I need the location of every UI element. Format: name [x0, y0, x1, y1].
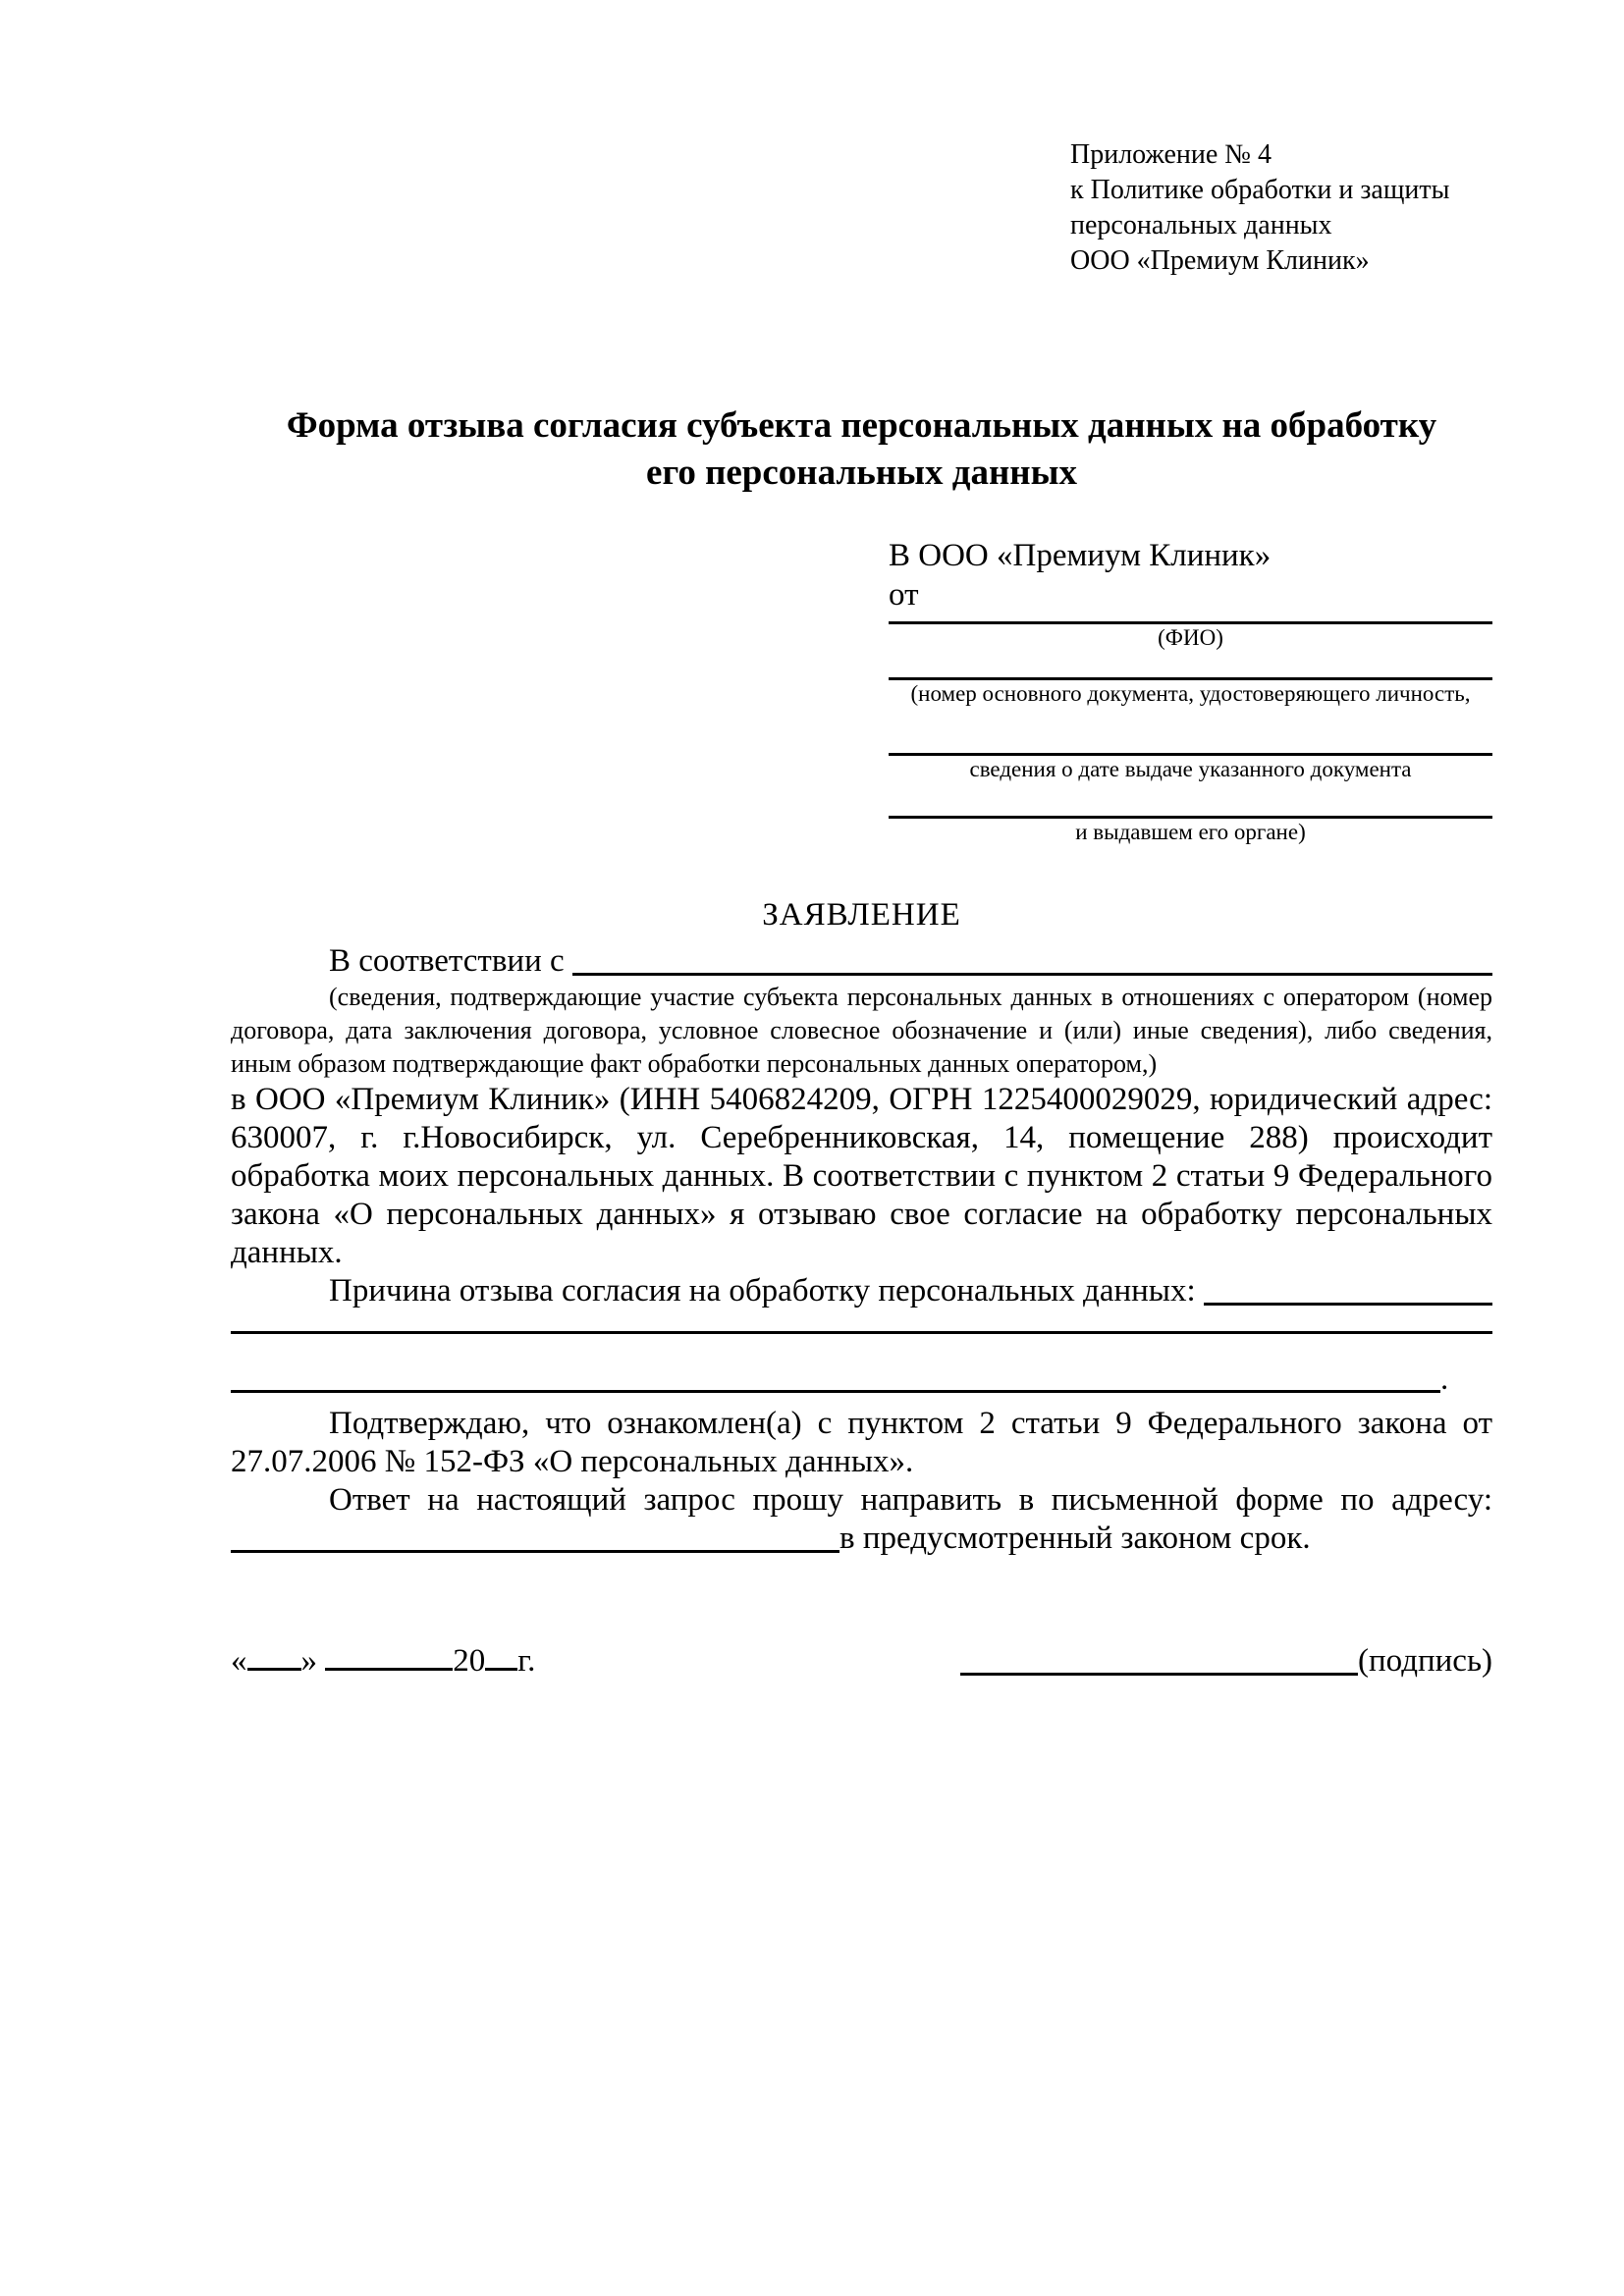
- date-year-prefix: 20: [453, 1643, 486, 1680]
- fio-blank-line: [889, 614, 1492, 624]
- reason-blank-line-3: [231, 1387, 1440, 1393]
- confirm-paragraph: Подтверждаю, что ознакомлен(а) с пунктом 2 статьи 9 Федерального закона от 27.07.2006 № 152-ФЗ «О персональных данных».: [231, 1406, 1492, 1479]
- issue-date-blank-line: [889, 708, 1492, 756]
- date-month-blank: [325, 1640, 453, 1671]
- statement-heading: ЗАЯВЛЕНИЕ: [762, 897, 961, 933]
- line-end-period: .: [1440, 1362, 1449, 1397]
- addressee-block: [889, 536, 1492, 846]
- accordance-prefix: В соответствии с: [329, 943, 565, 979]
- reply-line1: Ответ на настоящий запрос прошу направить в письменной форме по адресу:: [329, 1482, 1492, 1518]
- addressee-from-label: от: [889, 577, 919, 613]
- header-line-policy: к Политике обработки и защиты: [1070, 175, 1450, 205]
- document-number-blank-line: [889, 652, 1492, 680]
- addressee-to: В ООО «Премиум Клиник»: [889, 538, 1272, 573]
- reason-row: [231, 1272, 1492, 1310]
- date-day-blank: [247, 1640, 301, 1671]
- issue-date-caption: сведения о дате выдаче указанного документа: [969, 757, 1412, 781]
- signature-line: [960, 1642, 1492, 1681]
- document-number-caption: (номер основного документа, удостоверяющего личность,: [910, 681, 1471, 706]
- date-year-blank: [485, 1640, 517, 1671]
- date-quote-open: «: [231, 1643, 247, 1680]
- document-title-line2: его персональных данных: [646, 453, 1077, 493]
- appendix-header: [1070, 137, 1492, 279]
- reason-blank-line-2: [231, 1328, 1492, 1334]
- accordance-blank-line: [572, 973, 1492, 976]
- reply-line2-suffix: в предусмотренный законом срок.: [839, 1521, 1311, 1556]
- document-title: [231, 402, 1492, 497]
- reason-blank-line-3-row: [231, 1361, 1492, 1399]
- signature-caption: (подпись): [1358, 1643, 1492, 1680]
- header-line-company: ООО «Премиум Клиник»: [1070, 245, 1370, 276]
- document-title-line1: Форма отзыва согласия субъекта персональных данных на обработку: [286, 405, 1437, 446]
- fio-caption: (ФИО): [1158, 625, 1223, 650]
- date-line: [231, 1640, 535, 1681]
- reason-prefix: Причина отзыва согласия на обработку персональных данных:: [329, 1273, 1196, 1308]
- accordance-note: (сведения, подтверждающие участие субъекта персональных данных в отношениях с оператором (номер договора, дата заключения договора, условное словесное обозначение и (или) иные сведения), либо сведения, иным образом подтверждающие факт обработки персональных данных оператором,): [231, 983, 1492, 1078]
- accordance-row: [231, 942, 1492, 981]
- header-line-appendix: Приложение № 4: [1070, 139, 1272, 170]
- date-year-suffix: г.: [517, 1643, 536, 1680]
- issuing-authority-caption: и выдавшем его органе): [1075, 820, 1306, 844]
- header-line-personal-data: персональных данных: [1070, 210, 1332, 240]
- reply-address-blank-line: [231, 1522, 839, 1553]
- issuing-authority-blank-line: [889, 783, 1492, 819]
- reason-blank-line: [1204, 1303, 1492, 1306]
- signature-row: [231, 1640, 1492, 1681]
- reply-line2: [231, 1520, 1492, 1558]
- signature-blank-line: [960, 1645, 1358, 1676]
- main-paragraph: в ООО «Премиум Клиник» (ИНН 5406824209, ОГРН 1225400029029, юридический адрес: 630007, г. г.Новосибирск, ул. Серебренниковская, 14, помещение 288) происходит обработка моих персональных данных. В соответствии с пунктом 2 статьи 9 Федерального закона «О персональных данных» я отзываю свое согласие на обработку персональных данных.: [231, 1082, 1492, 1270]
- date-quote-close: »: [300, 1643, 317, 1680]
